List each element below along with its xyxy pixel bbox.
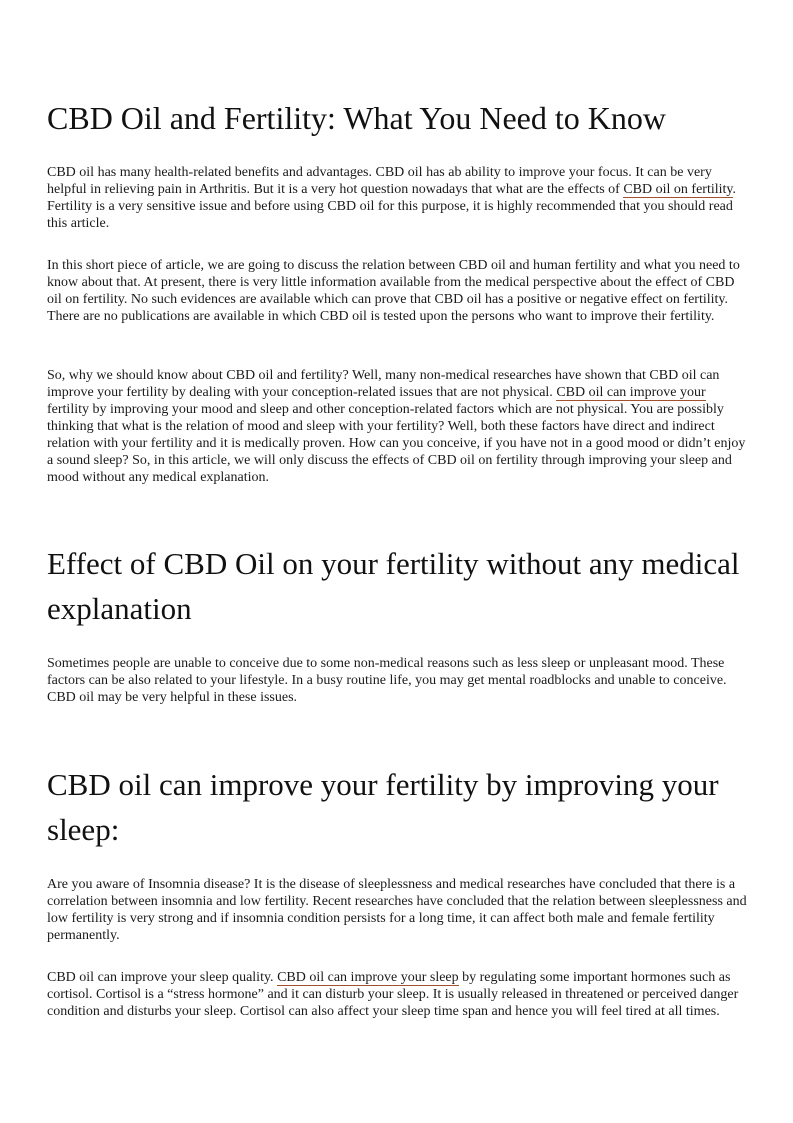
text-span: CBD oil can improve your sleep quality. bbox=[47, 970, 278, 985]
text-span: CBD oil has many health-related benefits and advantages. CBD oil has ab ability to improve your focus. It can be very helpful in relieving pain in Arthritis. But it is a very hot question nowadays that what are the effects of bbox=[47, 165, 712, 197]
text-span: by regulating some important hormones such as cortisol. Cortisol is a “stress hormone” and it can disturb your sleep. It is usually released in threatened or perceived danger condition and disturbs your sleep. Cortisol can also affect your sleep time span and hence you will feel tired at all times. bbox=[47, 970, 739, 1019]
section-heading-sleep: CBD oil can improve your fertility by improving your sleep: bbox=[47, 767, 719, 847]
cbd-oil-can-improve-your-sleep-link[interactable]: CBD oil can improve your sleep bbox=[277, 970, 459, 985]
intro-paragraph-2: In this short piece of article, we are going to discuss the relation between CBD oil and human fertility and what you need to know about that. At present, there is very little information available from the medical perspective about the effect of CBD oil on fertility. No such evidences are available which can prove that CBD oil has a positive or negative effect on fertility. There are no publications are available in which CBD oil is tested upon the persons who want to improve their fertility. bbox=[47, 258, 740, 324]
page-title: CBD Oil and Fertility: What You Need to Know bbox=[47, 100, 666, 136]
text-span: fertility by improving your mood and sleep and other conception-related factors which are not physical. You are possibly thinking that what is the relation of mood and sleep with your fertility? Well, both these factors have direct and indirect relation with your fertility and it is medically proven. How can you conceive, if you have not in a good mood or didn’t enjoy a sound sleep? So, in this article, we will only discuss the effects of CBD oil on fertility through improving your sleep and mood without any medical explanation. bbox=[47, 402, 746, 485]
section-heading-effect: Effect of CBD Oil on your fertility without any medical explanation bbox=[47, 546, 740, 626]
text-span: . Fertility is a very sensitive issue and before using CBD oil for this purpose, it is highly recommended that you should read this article. bbox=[47, 182, 736, 231]
intro-paragraph-3 bbox=[47, 367, 749, 486]
cbd-oil-can-improve-your-link[interactable]: CBD oil can improve your bbox=[556, 385, 706, 400]
section2-paragraph-2 bbox=[47, 969, 749, 1020]
cbd-oil-on-fertility-link[interactable]: CBD oil on fertility bbox=[623, 182, 733, 197]
section1-paragraph-1: Sometimes people are unable to conceive due to some non-medical reasons such as less sleep or unpleasant mood. These factors can be also related to your lifestyle. In a busy routine life, you may get mental roadblocks and unable to conceive. CBD oil may be very helpful in these issues. bbox=[47, 656, 727, 705]
text-span: So, why we should know about CBD oil and fertility? Well, many non-medical researches have shown that CBD oil can improve your fertility by dealing with your conception-related issues that are not physical. bbox=[47, 368, 720, 400]
intro-paragraph-1 bbox=[47, 164, 749, 232]
section2-paragraph-1: Are you aware of Insomnia disease? It is the disease of sleeplessness and medical researches have concluded that there is a correlation between insomnia and low fertility. Recent researches have concluded that the relation between sleeplessness and low fertility is very strong and if insomnia condition persists for a long time, it can affect both male and female fertility permanently. bbox=[47, 877, 747, 943]
